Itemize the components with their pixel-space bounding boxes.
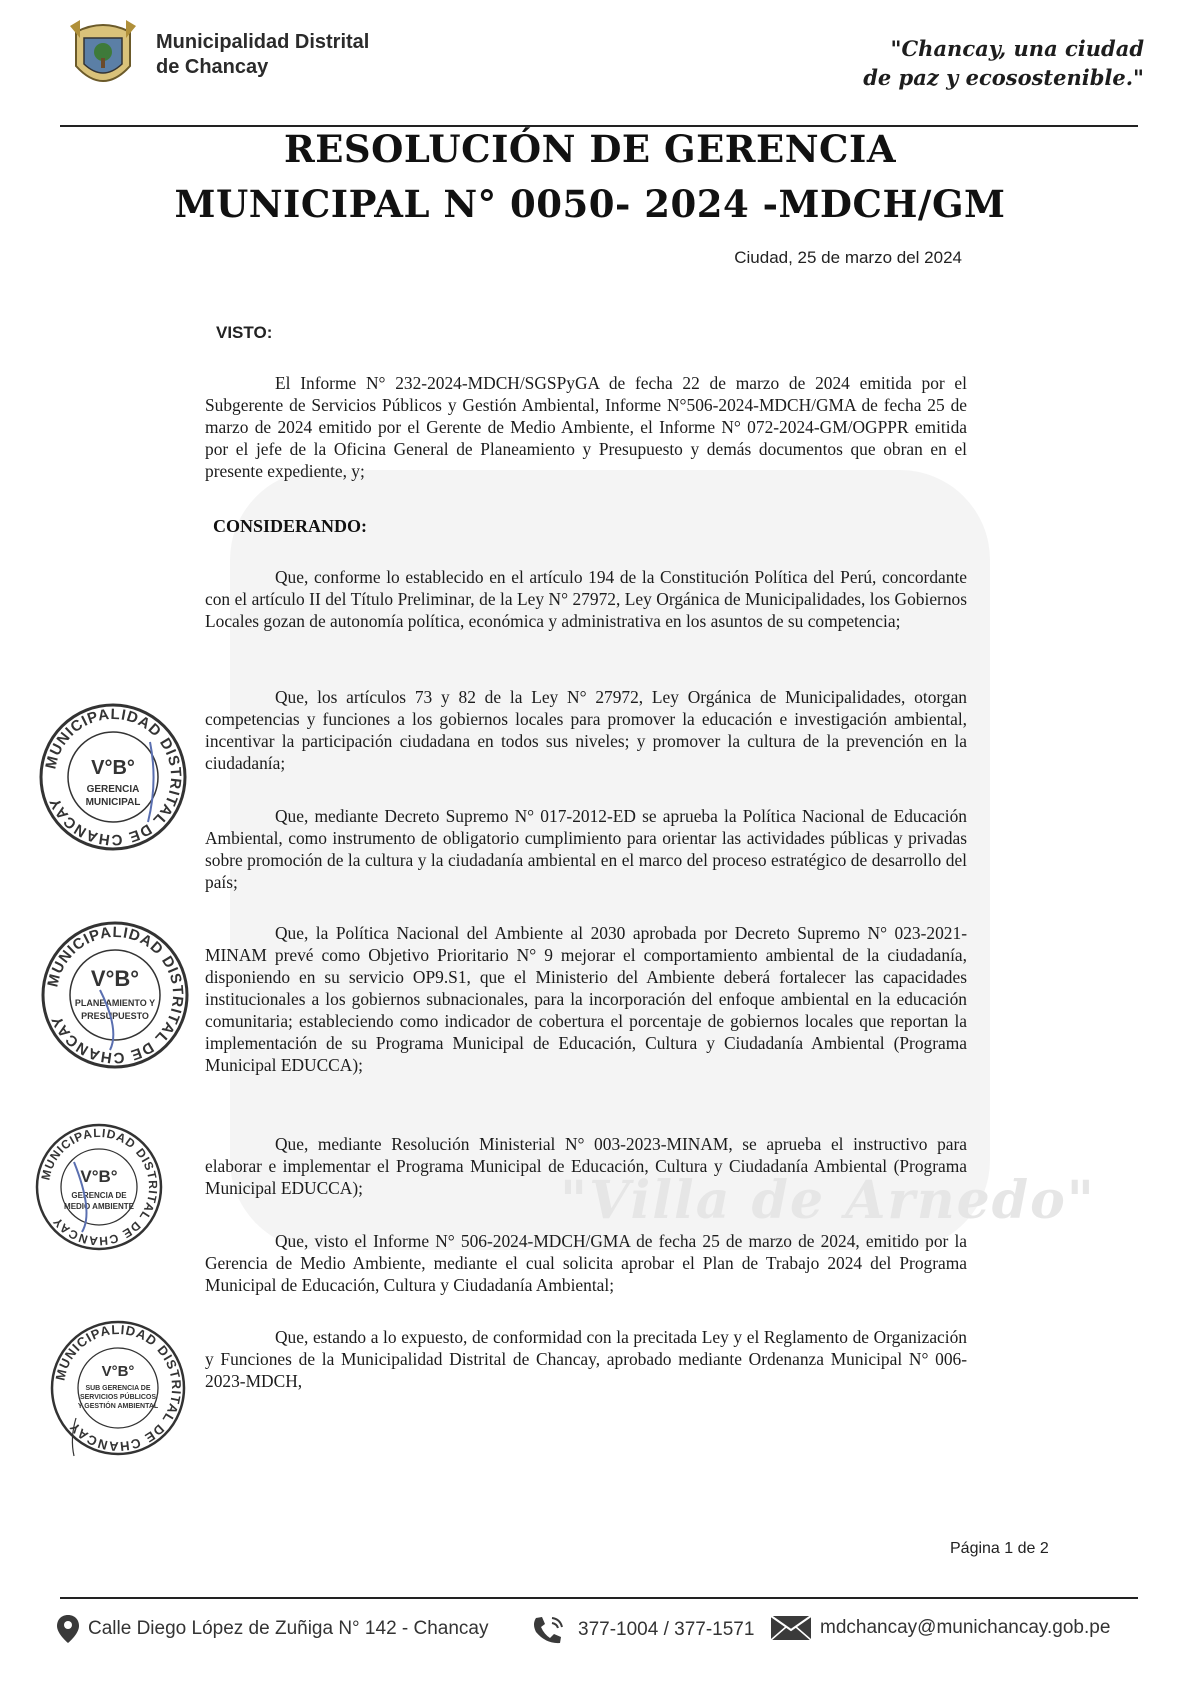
- title-line2: MUNICIPAL N° 0050- 2024 -MDCH/GM: [174, 182, 1006, 226]
- stamp-vb: V°B°: [90, 966, 140, 991]
- stamp-ring-text: MUNICIPALIDAD DISTRITAL DE CHANCAY: [52, 1321, 185, 1455]
- svg-text:MUNICIPALIDAD DISTRITAL DE CHA: [44, 924, 186, 1066]
- stamp-office-line2: MEDIO AMBIENTE: [64, 1202, 134, 1211]
- motto: [784, 34, 1144, 92]
- document-title: [160, 122, 1020, 232]
- stamp-office-line1: SUB GERENCIA DE: [85, 1385, 151, 1392]
- stamp-office-line3: Y GESTIÓN AMBIENTAL: [77, 1403, 159, 1410]
- approval-stamp-gerencia-municipal: [38, 702, 188, 852]
- svg-text:MUNICIPALIDAD DISTRITAL DE CHA: [38, 1126, 160, 1248]
- phone-text: 377-1004 / 377-1571: [578, 1619, 755, 1640]
- considerando-paragraph-6: Que, visto el Informe N° 506-2024-MDCH/GMA de fecha 25 de marzo de 2024, emitido por la Gerencia de Medio Ambiente, mediante el cual solicita aprobar el Plan de Trabajo 2024 del Programa Municipal de Educación, Cultura y Ciudadanía Ambiental;: [205, 1231, 967, 1295]
- email-link[interactable]: mdchancay@munichancay.gob.pe: [820, 1617, 1111, 1638]
- approval-stamp-planeamiento: [40, 920, 190, 1070]
- considerando-paragraph-2: Que, los artículos 73 y 82 de la Ley N° 27972, Ley Orgánica de Municipalidades, otorgan competencias y funciones a los gobiernos locales para promover la educación e investigación ambiental, incentivar la participación ciudadana en todos sus niveles; y promover la cultura de la prevención en la ciudadanía;: [205, 687, 967, 773]
- motto-line1: "Chancay, una ciudad: [890, 36, 1144, 61]
- organization-name: [156, 30, 369, 80]
- stamp-office-line1: GERENCIA DE: [71, 1191, 127, 1200]
- location-pin-icon: [56, 1614, 80, 1644]
- envelope-icon: [770, 1614, 812, 1642]
- stamp-office-line2: SERVICIOS PÚBLICOS: [79, 1394, 157, 1401]
- considerando-paragraph-7: Que, estando a lo expuesto, de conformidad con la precitada Ley y el Reglamento de Organización y Funciones de la Municipalidad Distrital de Chancay, aprobado mediante Ordenanza Municipal N° 006-2023-MDCH,: [205, 1327, 967, 1391]
- considerando-paragraph-4: Que, la Política Nacional del Ambiente al 2030 aprobada por Decreto Supremo N° 023-2021-MINAM prevé como Objetivo Prioritario N° 9 mejorar el comportamiento ambiental de la ciudadanía, disponiendo en su servicio OP9.S1, que el Ministerio del Ambiente deberá fortalecer las capacidades institucionales a los gobiernos subnacionales, para la incorporación del enfoque ambiental en la educación comunitaria; estableciendo como indicador de cobertura el porcentaje de gobiernos locales que reportan la implementación de su Programa Municipal de Educación, Cultura y Ciudadanía Ambiental (Programa Municipal EDUCCA);: [205, 923, 967, 1075]
- address-text: Calle Diego López de Zuñiga N° 142 - Chancay: [88, 1618, 489, 1639]
- visto-heading: VISTO:: [216, 323, 273, 342]
- approval-stamp-servicios-publicos: [48, 1318, 188, 1458]
- stamp-office-line2: PRESUPUESTO: [81, 1011, 149, 1021]
- stamp-office-line1: PLANEAMIENTO Y: [74, 998, 156, 1008]
- footer-phone: [530, 1614, 754, 1646]
- org-name-line1: Municipalidad Distrital: [156, 31, 370, 53]
- stamp-office-line2: MUNICIPAL: [85, 797, 141, 808]
- municipal-coat-of-arms-icon: [68, 18, 138, 96]
- footer-address: [56, 1614, 489, 1644]
- stamp-vb: V°B°: [80, 1167, 118, 1186]
- footer: [52, 1610, 1144, 1650]
- watermark-text: "Villa de Arnedo": [560, 1170, 1096, 1231]
- considerando-paragraph-3: Que, mediante Decreto Supremo N° 017-2012-ED se aprueba la Política Nacional de Educación Ambiental, como instrumento de obligatorio cumplimiento para orientar las actividades públicas y privadas sobre promoción de la cultura y la ciudadanía ambiental en el marco del proceso estratégico de desarrollo del país;: [205, 806, 967, 892]
- stamp-ring-text: MUNICIPALIDAD DISTRITAL DE CHANCAY: [42, 705, 185, 849]
- stamp-vb: V°B°: [91, 757, 135, 779]
- title-line1: RESOLUCIÓN DE GERENCIA: [283, 127, 897, 171]
- motto-line2: de paz y ecosostenible.": [863, 65, 1144, 90]
- approval-stamp-medio-ambiente: [34, 1122, 164, 1252]
- stamp-office-line1: GERENCIA: [86, 784, 140, 795]
- considerando-heading: CONSIDERANDO:: [213, 516, 368, 536]
- document-date: Ciudad, 25 de marzo del 2024: [734, 248, 962, 267]
- stamp-ring-text: MUNICIPALIDAD DISTRITAL DE CHANCAY: [44, 923, 187, 1067]
- stamp-vb: V°B°: [101, 1363, 135, 1380]
- page-number: Página 1 de 2: [950, 1540, 1049, 1557]
- considerando-paragraph-1: Que, conforme lo establecido en el artículo 194 de la Constitución Política del Perú, concordante con el artículo II del Título Preliminar, de la Ley N° 27972, Ley Orgánica de Municipalidades, los Gobiernos Locales gozan de autonomía política, económica y administrativa en los asuntos de su competencia;: [205, 567, 967, 631]
- footer-email: [770, 1614, 1110, 1642]
- stamp-ring-text: MUNICIPALIDAD DISTRITAL DE CHANCAY: [38, 1125, 161, 1249]
- considerando-paragraph-5: Que, mediante Resolución Ministerial N° 003-2023-MINAM, se aprueba el instructivo para elaborar e implementar el Programa Municipal de Educación, Cultura y Ciudadanía Ambiental (Programa Municipal EDUCCA);: [205, 1134, 967, 1198]
- phone-icon: [530, 1614, 570, 1646]
- org-name-line2: de Chancay: [156, 56, 269, 78]
- visto-paragraph: El Informe N° 232-2024-MDCH/SGSPyGA de fecha 22 de marzo de 2024 emitida por el Subgerente de Servicios Públicos y Gestión Ambiental, Informe N°506-2024-MDCH/GMA de fecha 25 de marzo de 2024 emitido por el Gerente de Medio Ambiente, el Informe N° 072-2024-GM/OGPPR emitida por el jefe de la Oficina General de Planeamiento y Presupuesto y demás documentos que obran en el presente expediente, y;: [205, 373, 967, 481]
- footer-divider: [60, 1597, 1138, 1599]
